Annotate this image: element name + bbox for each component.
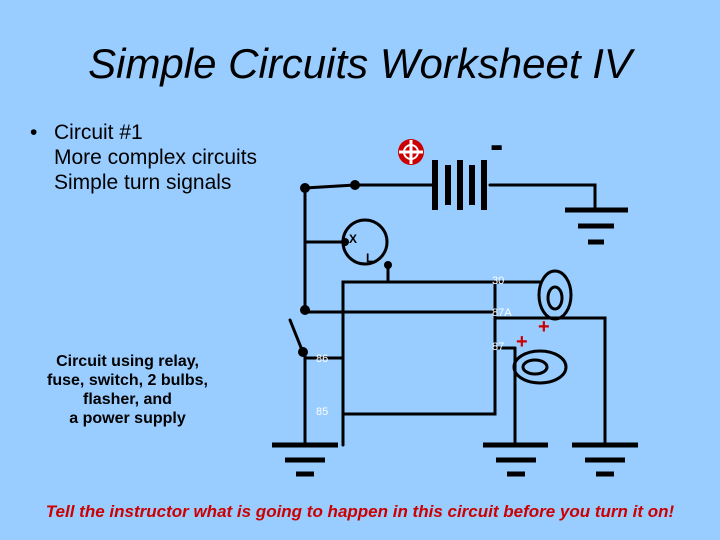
switch-contacts bbox=[298, 180, 360, 357]
battery-minus-label: - bbox=[490, 123, 504, 167]
circuit-description: Circuit using relay, fuse, switch, 2 bulbs, flasher, and a power supply bbox=[47, 353, 208, 427]
pin-86-label: 86 bbox=[316, 353, 329, 365]
bulb-top-icon bbox=[538, 271, 571, 338]
sub-bullet-1: More complex circuits bbox=[54, 146, 258, 169]
slide-title: Simple Circuits Worksheet IV bbox=[88, 40, 632, 87]
battery-icon bbox=[435, 160, 484, 210]
sub-bullet-2: Simple turn signals bbox=[54, 171, 232, 194]
ground-icons bbox=[272, 210, 638, 474]
svg-text:+: + bbox=[538, 316, 550, 338]
ground-left-icon bbox=[272, 445, 338, 474]
pin-87-label: 87 bbox=[492, 341, 505, 353]
flasher-l-label: L bbox=[366, 251, 374, 265]
bulb-bottom-icon bbox=[514, 331, 566, 383]
ground-battery-icon bbox=[565, 210, 628, 242]
battery-positive-icon bbox=[398, 139, 424, 165]
pin-87a-label: 87A bbox=[492, 307, 512, 319]
pin-30-label: 30 bbox=[492, 275, 505, 287]
ground-bulb-icon bbox=[483, 445, 548, 474]
ground-right-icon bbox=[572, 445, 638, 474]
svg-text:+: + bbox=[516, 331, 528, 353]
flasher-x-label: X bbox=[349, 232, 358, 246]
bullet-dot-icon: • bbox=[30, 121, 38, 144]
bullet-circuit: • Circuit #1 bbox=[30, 121, 143, 144]
pin-85-label: 85 bbox=[316, 406, 329, 418]
instruction-footer: Tell the instructor what is going to happen in this circuit before you turn it on! bbox=[45, 502, 675, 521]
